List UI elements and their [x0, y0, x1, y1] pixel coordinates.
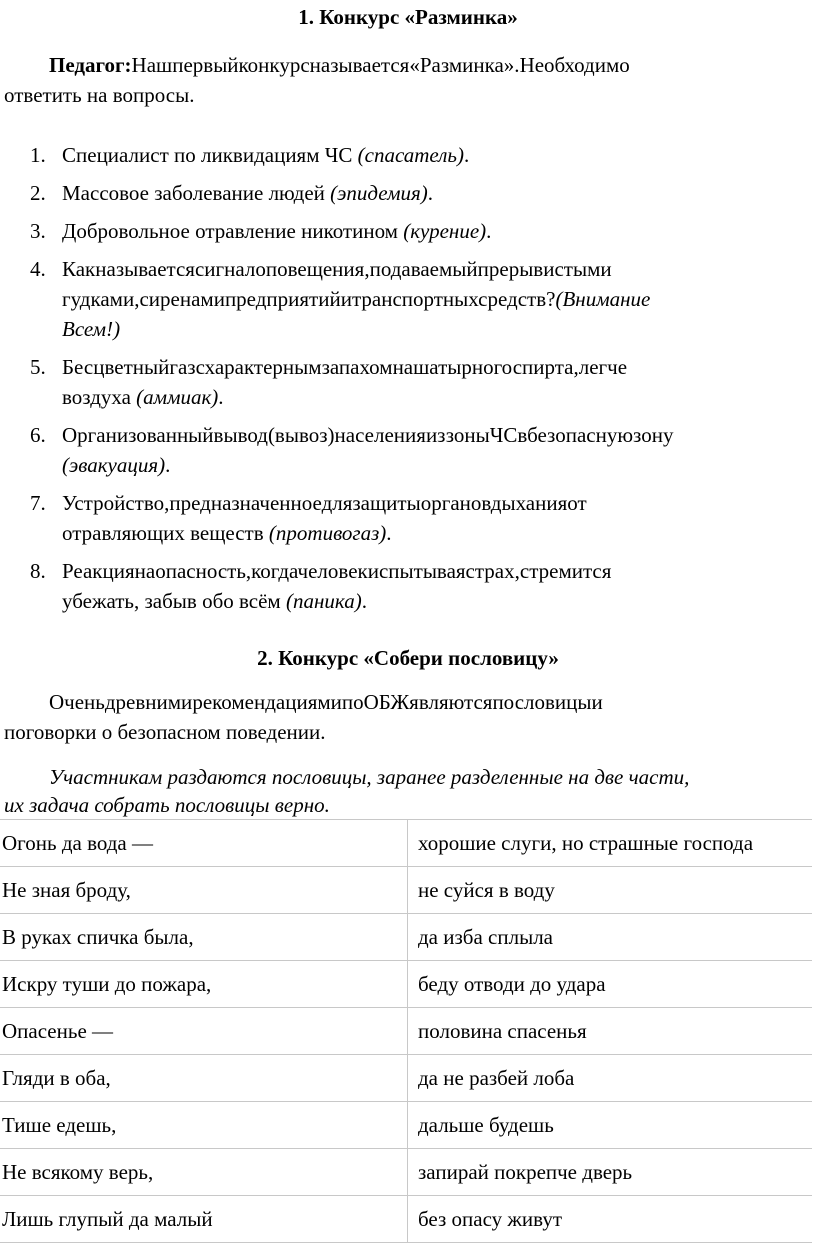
question-line: [62, 140, 814, 170]
word: безопасную: [527, 423, 634, 447]
word: рекомендациями: [192, 690, 342, 714]
question-item: [0, 556, 816, 616]
question-answer: (аммиак): [136, 385, 219, 409]
word: от: [567, 491, 587, 515]
question-answer: (Внимание: [555, 287, 651, 311]
word: называется: [95, 257, 195, 281]
word: защиты: [352, 491, 421, 515]
question-line: [62, 488, 814, 518]
question-answer: (паника): [285, 589, 362, 613]
question-line: [62, 284, 814, 314]
question-item: [0, 140, 816, 170]
section1-title: 1. Конкурс «Разминка»: [298, 5, 518, 29]
question-item: [0, 488, 816, 548]
word: являются: [409, 690, 493, 714]
word: легче: [578, 355, 628, 379]
word: по: [341, 690, 364, 714]
proverb-second-half: половина спасенья: [408, 1008, 813, 1055]
word: ЧС: [489, 423, 518, 447]
question-punctuation: .: [463, 143, 470, 167]
word: дыхания: [490, 491, 568, 515]
table-row: [0, 1055, 812, 1102]
proverb-second-half: дальше будешь: [408, 1102, 813, 1149]
word: (вывоз): [267, 423, 335, 447]
proverb-first-half: Не зная броду,: [0, 867, 408, 914]
question-text: Специалист по ликвидациям ЧС: [62, 143, 358, 167]
question-answer: Всем!): [62, 317, 121, 341]
word: для: [321, 491, 353, 515]
question-item: [0, 420, 816, 480]
question-punctuation: .: [427, 181, 434, 205]
word: характерным: [204, 355, 322, 379]
intro-label: Педагог:: [49, 53, 132, 77]
word: страх,: [465, 559, 520, 583]
proverbs-table: [0, 819, 812, 1243]
para1-line-2: поговорки о безопасном поведении.: [4, 720, 326, 744]
question-line: [62, 556, 814, 586]
proverb-second-half: не суйся в воду: [408, 867, 813, 914]
proverb-first-half: Тише едешь,: [0, 1102, 408, 1149]
question-text: отравляющих веществ: [62, 521, 269, 545]
question-answer: (эпидемия): [330, 181, 428, 205]
question-line: [62, 586, 814, 616]
word: древними: [104, 690, 193, 714]
proverb-second-half: да не разбей лоба: [408, 1055, 813, 1102]
question-line: [62, 450, 814, 480]
word: испытывая: [367, 559, 466, 583]
word: предприятий: [224, 287, 341, 311]
question-item: [0, 352, 816, 412]
word: и: [591, 690, 603, 714]
question-number: 2.: [30, 181, 46, 205]
question-text: воздуха: [62, 385, 137, 409]
question-answer: (эвакуация): [62, 453, 166, 477]
question-text: убежать, забыв обо всём: [62, 589, 286, 613]
word: нашатырного: [392, 355, 513, 379]
question-punctuation: .: [165, 453, 171, 477]
questions-list: [0, 140, 816, 624]
question-answer: (спасатель): [357, 143, 464, 167]
question-punctuation: .: [361, 589, 367, 613]
word: прерывистыми: [477, 257, 612, 281]
proverb-first-half: Опасенье —: [0, 1008, 408, 1055]
question-line: [62, 518, 814, 548]
word: Реакция: [62, 559, 135, 583]
table-row: [0, 1196, 812, 1243]
para1-line-1: [4, 687, 814, 717]
word: Как: [62, 257, 96, 281]
word: и: [340, 287, 352, 311]
word: гудками,: [62, 287, 140, 311]
question-answer: (курение): [403, 219, 487, 243]
question-punctuation: .: [386, 521, 392, 545]
word: зону: [633, 423, 674, 447]
question-answer: (противогаз): [268, 521, 387, 545]
question-text: Добровольное отравление никотином: [62, 219, 404, 243]
proverb-second-half: беду отводи до удара: [408, 961, 813, 1008]
question-number: 7.: [30, 491, 46, 515]
question-line: [62, 314, 814, 344]
section2-paragraph-2: [4, 762, 814, 820]
word: опасность,: [155, 559, 252, 583]
question-number: 8.: [30, 559, 46, 583]
question-punctuation: .: [218, 385, 224, 409]
word: на: [134, 559, 156, 583]
proverb-first-half: Гляди в оба,: [0, 1055, 408, 1102]
word: населения: [334, 423, 426, 447]
proverb-first-half: Искру туши до пожара,: [0, 961, 408, 1008]
word: сигнал: [194, 257, 256, 281]
proverb-first-half: В руках спичка была,: [0, 914, 408, 961]
table-row: [0, 820, 812, 867]
word: стремится: [519, 559, 612, 583]
word: оповещения,: [255, 257, 370, 281]
proverb-second-half: без опасу живут: [408, 1196, 813, 1243]
word: ОБЖ: [363, 690, 410, 714]
intro-line-2: ответить на вопросы.: [4, 83, 195, 107]
word: транспортных: [351, 287, 479, 311]
word: Наш: [131, 53, 173, 77]
question-line: [62, 352, 814, 382]
section2-paragraph-1: [4, 687, 814, 747]
question-number: 5.: [30, 355, 46, 379]
section1-intro: [4, 50, 814, 110]
word: называется: [309, 53, 410, 77]
question-punctuation: .: [486, 219, 492, 243]
section2-title: 2. Конкурс «Собери пословицу»: [257, 646, 559, 670]
table-row: [0, 1008, 812, 1055]
question-number: 3.: [30, 219, 46, 243]
word: газ: [169, 355, 196, 379]
word: Бесцветный: [62, 355, 170, 379]
table-row: [0, 867, 812, 914]
word: органов: [420, 491, 491, 515]
question-number: 4.: [30, 257, 46, 281]
proverb-first-half: Лишь глупый да малый: [0, 1196, 408, 1243]
proverb-second-half: хорошие слуги, но страшные господа: [408, 820, 813, 867]
table-row: [0, 914, 812, 961]
word: конкурс: [238, 53, 310, 77]
word: пословицы: [492, 690, 592, 714]
word: вывод: [213, 423, 268, 447]
word: первый: [172, 53, 239, 77]
question-line: [62, 382, 814, 412]
table-row: [0, 961, 812, 1008]
word: Очень: [49, 690, 105, 714]
word: Организованный: [62, 423, 214, 447]
table-row: [0, 1102, 812, 1149]
table-row: [0, 1149, 812, 1196]
question-text: Массовое заболевание людей: [62, 181, 331, 205]
word: «Разминка».: [409, 53, 520, 77]
word: человек: [297, 559, 368, 583]
word: сиренами: [139, 287, 225, 311]
word: в: [517, 423, 528, 447]
word: зоны: [445, 423, 490, 447]
intro-line-1: [4, 50, 814, 80]
proverb-second-half: запирай покрепче дверь: [408, 1149, 813, 1196]
word: когда: [251, 559, 298, 583]
question-item: [0, 178, 816, 208]
question-item: [0, 254, 816, 344]
word: с: [195, 355, 205, 379]
question-item: [0, 216, 816, 246]
word: Необходимо: [519, 53, 630, 77]
question-line: [62, 420, 814, 450]
proverb-second-half: да изба сплыла: [408, 914, 813, 961]
word: Устройство,: [62, 491, 170, 515]
word: запахом: [321, 355, 393, 379]
question-number: 1.: [30, 143, 46, 167]
word: предназначенное: [169, 491, 322, 515]
question-line: [62, 216, 814, 246]
question-number: 6.: [30, 423, 46, 447]
word: средств?: [478, 287, 556, 311]
proverb-first-half: Огонь да вода —: [0, 820, 408, 867]
question-line: [62, 254, 814, 284]
question-line: [62, 178, 814, 208]
word: спирта,: [512, 355, 579, 379]
proverb-first-half: Не всякому верь,: [0, 1149, 408, 1196]
word: из: [425, 423, 446, 447]
word: подаваемый: [369, 257, 478, 281]
para2-line-2: их задача собрать пословицы верно.: [4, 793, 330, 817]
para2-line-1: Участникам раздаются пословицы, заранее разделенные на две части,: [49, 765, 690, 789]
